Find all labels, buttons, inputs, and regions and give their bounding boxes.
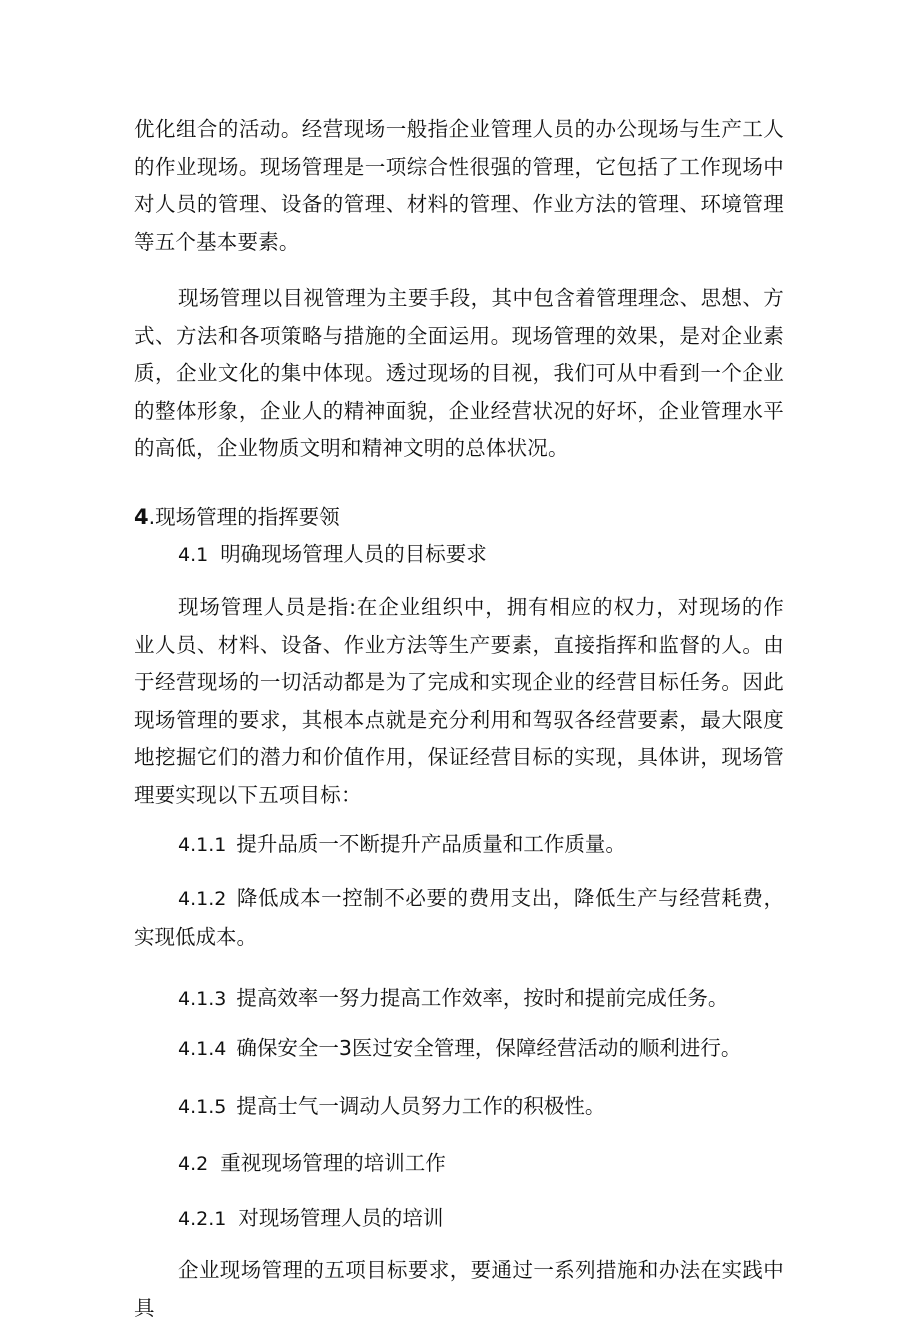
paragraph-intro-continued: 优化组合的活动。经营现场一般指企业管理人员的办公现场与生产工人的作业现场。现场管理是一项综合性很强的管理，它包括了工作现场中对人员的管理、设备的管理、材料的管理、作业方法的管理、环境管理等五个基本要素。 xyxy=(134,117,784,254)
paragraph-training-intro: 企业现场管理的五项目标要求，要通过一系列措施和办法在实践中具 xyxy=(134,1258,784,1320)
list-item-4-1-5 xyxy=(134,1088,784,1127)
subsection-number: 4.2 xyxy=(178,1153,209,1175)
item-text: 提高士气一调动人员努力工作的积极性。 xyxy=(236,1094,606,1118)
subsection-title: 明确现场管理人员的目标要求 xyxy=(220,542,487,566)
paragraph-site-manager-definition: 现场管理人员是指:在企业组织中，拥有相应的权力，对现场的作业人员、材料、设备、作业方法等生产要素，直接指挥和监督的人。由于经营现场的一切活动都是为了完成和实现企业的经营目标任务。因此现场管理的要求，其根本点就是充分利用和驾驭各经营要素，最大限度地挖掘它们的潜力和价值作用，保证经营目标的实现，具体讲，现场管理要实现以下五项目标： xyxy=(134,595,784,807)
subsection-heading-4-1 xyxy=(178,539,487,570)
subsection-heading-4-2-1 xyxy=(178,1203,443,1234)
section-heading-4 xyxy=(134,502,340,532)
item-number: 4.1.2 xyxy=(178,888,227,910)
item-text: 确保安全一3医过安全管理，保障经营活动的顺利进行。 xyxy=(236,1036,742,1060)
subsection-number: 4.1 xyxy=(178,544,209,566)
list-item-4-1-4 xyxy=(134,1030,784,1069)
subsection-title: 对现场管理人员的培训 xyxy=(238,1206,444,1230)
item-text: 提高效率一努力提高工作效率，按时和提前完成任务。 xyxy=(236,986,729,1010)
item-number: 4.1.5 xyxy=(178,1096,227,1118)
subsection-number: 4.2.1 xyxy=(178,1208,227,1230)
list-item-4-1-1 xyxy=(134,826,784,865)
item-number: 4.1.4 xyxy=(178,1038,227,1060)
subsection-heading-4-2 xyxy=(178,1148,446,1179)
list-item-4-1-2 xyxy=(134,880,784,956)
section-title: .现场管理的指挥要领 xyxy=(148,505,340,529)
paragraph-visual-management: 现场管理以目视管理为主要手段，其中包含着管理理念、思想、方式、方法和各项策略与措施的全面运用。现场管理的效果，是对企业素质，企业文化的集中体现。透过现场的目视，我们可从中看到一个企业的整体形象，企业人的精神面貌，企业经营状况的好坏，企业管理水平的高低，企业物质文明和精神文明的总体状况。 xyxy=(134,286,784,460)
item-number: 4.1.1 xyxy=(178,834,227,856)
subsection-title: 重视现场管理的培训工作 xyxy=(220,1151,446,1175)
item-text: 提升品质一不断提升产品质量和工作质量。 xyxy=(236,832,626,856)
section-number: 4 xyxy=(134,505,149,529)
list-item-4-1-3 xyxy=(134,980,784,1019)
item-text: 降低成本一控制不必要的费用支出，降低生产与经营耗费，实现低成本。 xyxy=(134,886,784,949)
item-number: 4.1.3 xyxy=(178,988,227,1010)
